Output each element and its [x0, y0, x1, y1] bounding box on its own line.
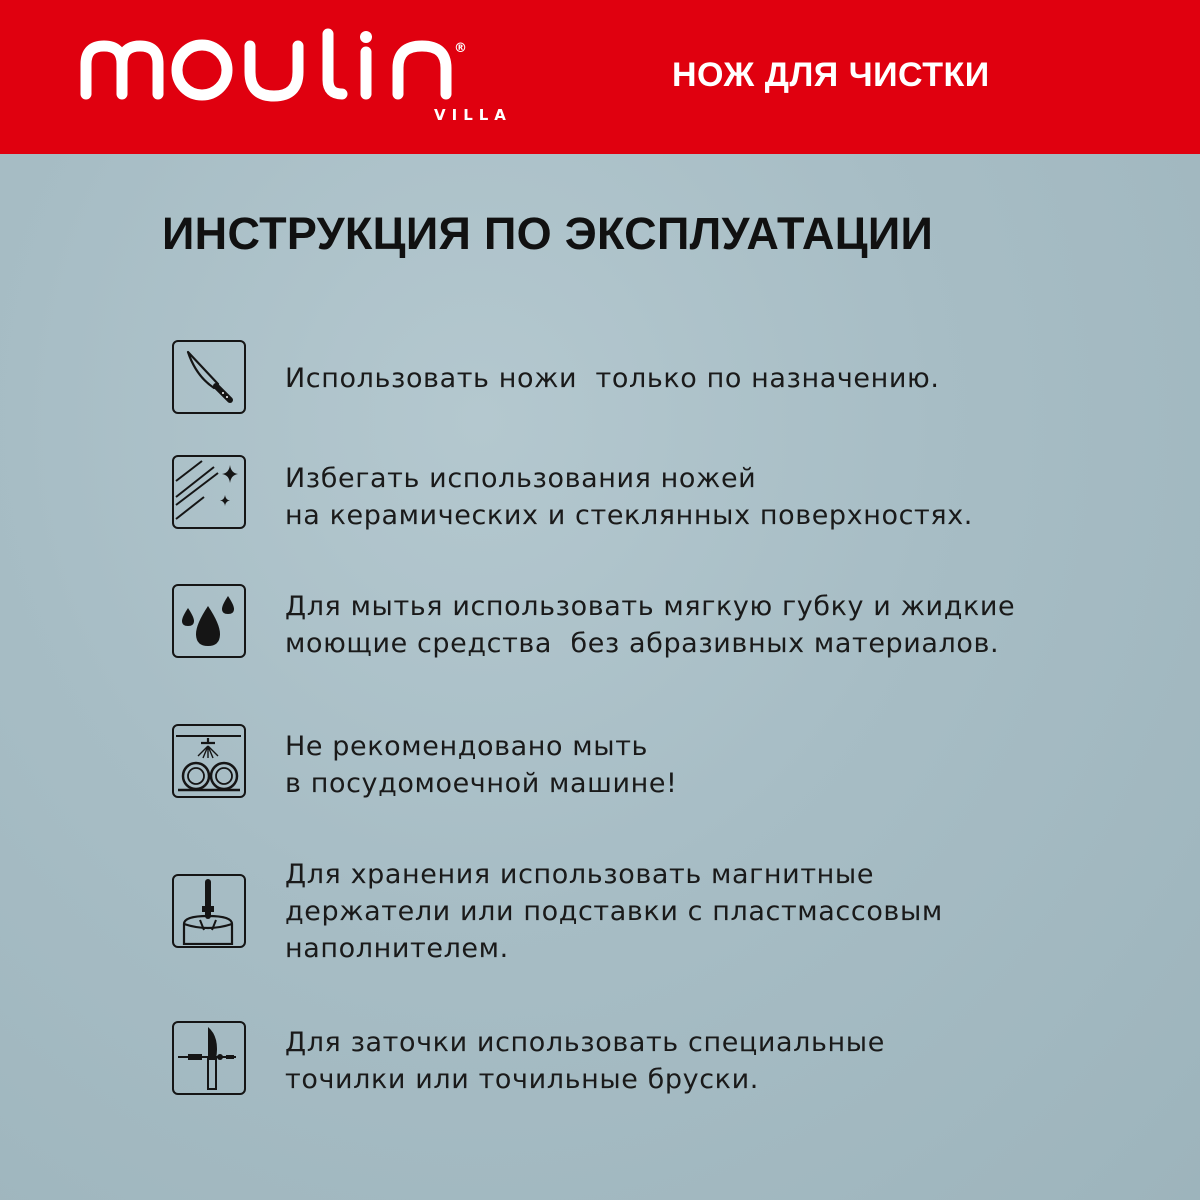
instruction-text: Использовать ножи только по назначению.: [285, 363, 940, 394]
dishwasher-icon: [172, 724, 246, 798]
water-drops-icon: [172, 584, 246, 658]
product-title: НОЖ ДЛЯ ЧИСТКИ: [672, 56, 990, 94]
knife-sharpener-icon: [172, 1021, 246, 1095]
instruction-text: Не рекомендовано мыть в посудомоечной машине!: [285, 731, 678, 799]
instruction-text: Избегать использования ножей на керамических и стеклянных поверхностях.: [285, 463, 973, 531]
instruction-text: Для мытья использовать мягкую губку и жидкие моющие средства без абразивных материалов.: [285, 591, 1016, 659]
glass-surface-icon: [172, 455, 246, 529]
brand-logo: [78, 28, 558, 128]
header-bar: [0, 0, 1200, 154]
instruction-text: Для хранения использовать магнитные держатели или подставки с пластмассовым наполнителем.: [285, 859, 943, 964]
knife-icon: [172, 340, 246, 414]
instructions-title: ИНСТРУКЦИЯ ПО ЭКСПЛУАТАЦИИ: [162, 208, 934, 259]
knife-block-icon: [172, 874, 246, 948]
instruction-text: Для заточки использовать специальные точилки или точильные бруски.: [285, 1027, 885, 1095]
registered-mark: ®: [454, 41, 467, 56]
brand-sub: VILLA: [434, 106, 512, 124]
